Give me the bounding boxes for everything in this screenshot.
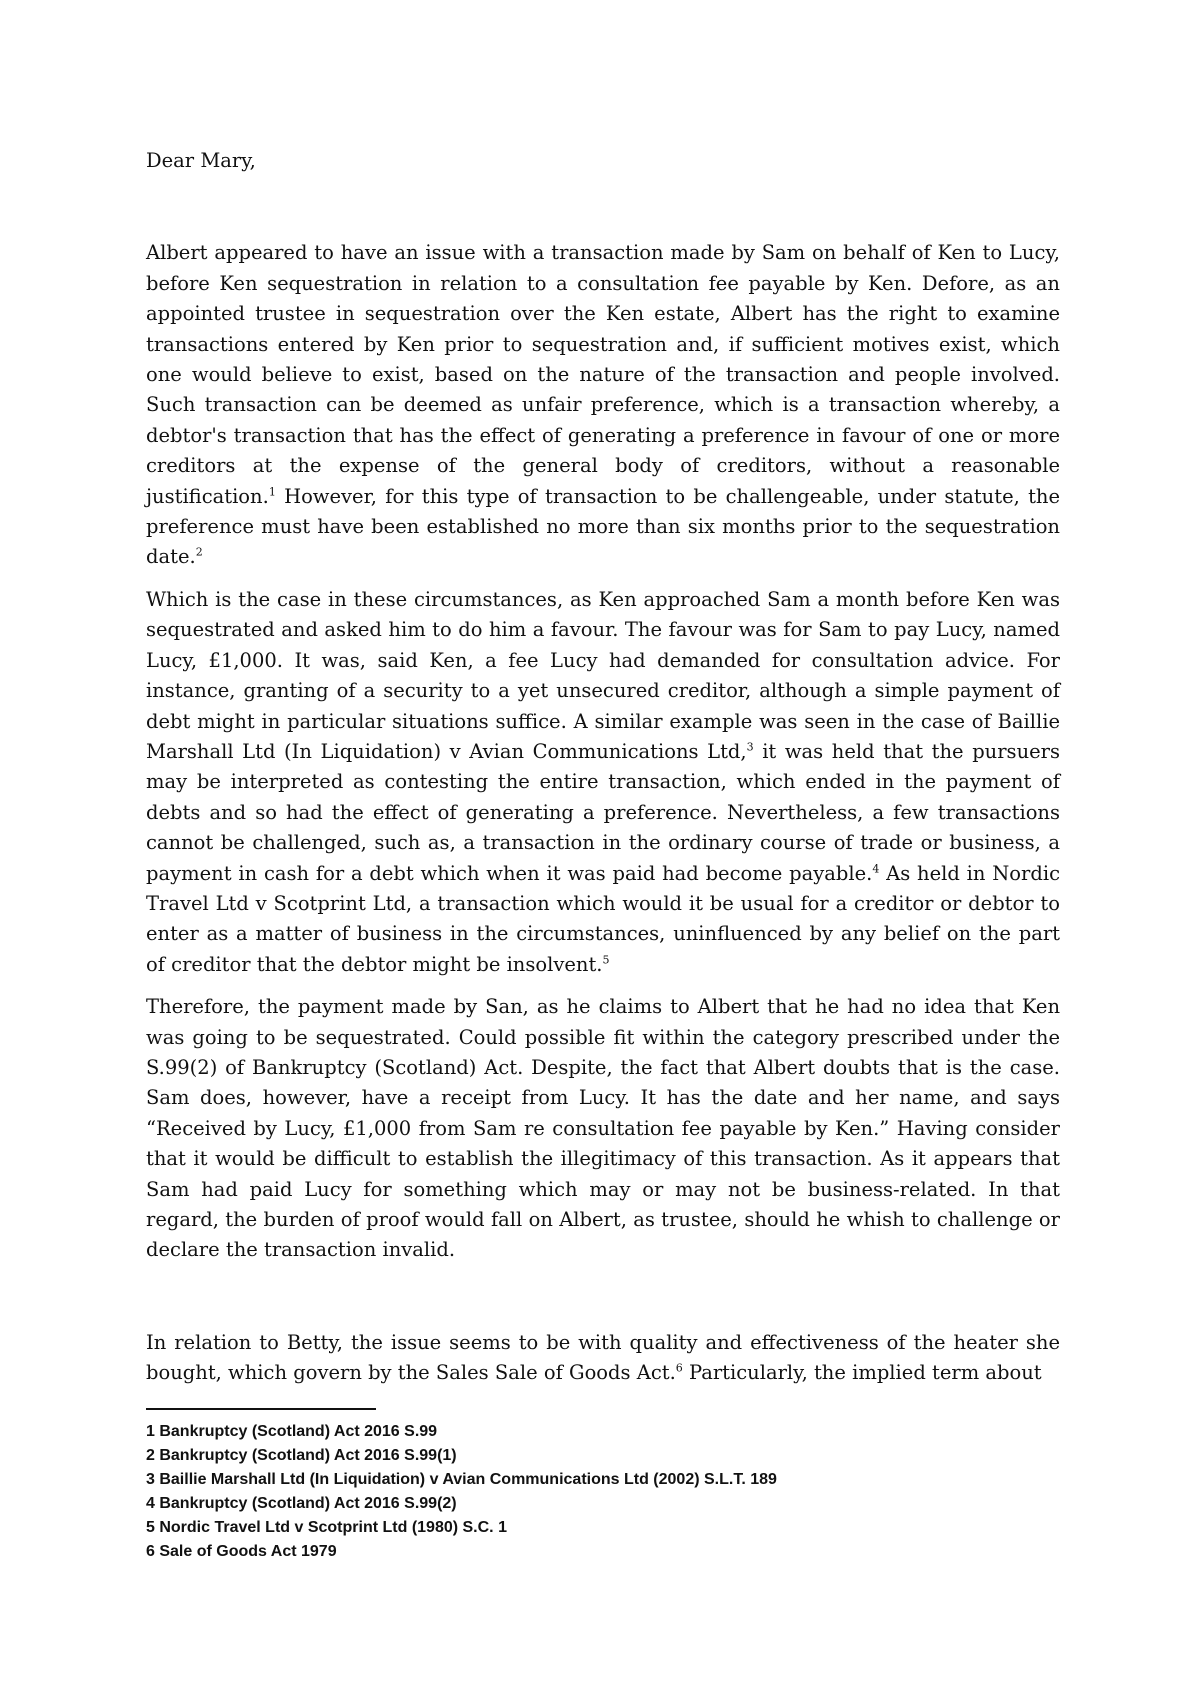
paragraph-1-text-b: However, for this type of transaction to be challengeable, under statute, the preference must have been established no more than six months prior to the sequestration date. (146, 484, 1060, 569)
paragraph-2-text-c: As held in Nordic Travel Ltd v Scotprint Ltd, a transaction which would it be usual for a creditor or debtor to enter as a matter of business in the circumstances, uninfluenced by any belief on the part of creditor that the debtor might be insolvent. (146, 861, 1061, 976)
paragraph-4 (146, 1328, 1060, 1389)
footnote-3: 3 Baillie Marshall Ltd (In Liquidation) v Avian Communications Ltd (2002) S.L.T. 189 (146, 1471, 777, 1488)
paragraph-3: Therefore, the payment made by San, as he claims to Albert that he had no idea that Ken was going to be sequestrated. Could possible fit within the category prescribed under the S.99(2) of Bankruptcy (Scotland) Act. Despite, the fact that Albert doubts that is the case. Sam does, however, have a receipt from Lucy. It has the date and her name, and says “Received by Lucy, £1,000 from Sam re consultation fee payable by Ken.” Having consider that it would be difficult to establish the illegitimacy of this transaction. As it appears that Sam had paid Lucy for something which may or may not be business-related. In that regard, the burden of proof would fall on Albert, as trustee, should he whish to challenge or declare the transaction invalid. (146, 995, 1060, 1262)
paragraph-1 (146, 238, 1060, 572)
letter-body (146, 146, 1060, 1401)
paragraph-2-text-b: it was held that the pursuers may be interpreted as contesting the entire transaction, which ended in the payment of debts and so had the effect of generating a preference. Nevertheless, a few transactions cannot be challenged, such as, a transaction in the ordinary course of trade or business, a payment in cash for a debt which when it was paid had become payable. (146, 739, 1060, 885)
footnote-1: 1 Bankruptcy (Scotland) Act 2016 S.99 (146, 1423, 438, 1440)
paragraph-4-text-a: In relation to Betty, the issue seems to be with quality and effectiveness of the heater she bought, which govern by the Sales Sale of Goods Act. (146, 1330, 1060, 1385)
footnote-5: 5 Nordic Travel Ltd v Scotprint Ltd (1980) S.C. 1 (146, 1519, 507, 1536)
footnote-ref-1[interactable]: 1 (268, 485, 276, 499)
footnote-ref-2[interactable]: 2 (195, 545, 203, 559)
footnotes (146, 1420, 1060, 1564)
paragraph-4-text-b: Particularly, the implied term about (682, 1361, 1042, 1385)
footnote-2: 2 Bankruptcy (Scotland) Act 2016 S.99(1) (146, 1447, 457, 1464)
footnote-separator (146, 1408, 376, 1410)
footnote-ref-6[interactable]: 6 (675, 1361, 683, 1375)
footnote-4: 4 Bankruptcy (Scotland) Act 2016 S.99(2) (146, 1495, 457, 1512)
salutation: Dear Mary, (146, 149, 256, 172)
paragraph-2 (146, 585, 1060, 980)
footnote-ref-4[interactable]: 4 (872, 862, 880, 876)
footnote-ref-5[interactable]: 5 (602, 953, 610, 967)
footnote-ref-3[interactable]: 3 (746, 740, 754, 754)
paragraph-1-text-a: Albert appeared to have an issue with a transaction made by Sam on behalf of Ken to Lucy, before Ken sequestration in relation to a consultation fee payable by Ken. Defore, as an appointed trustee in sequestration over the Ken estate, Albert has the right to examine transactions entered by Ken prior to sequestration and, if sufficient motives exist, which one would believe to exist, based on the nature of the transaction and people involved. Such transaction can be deemed as unfair preference, which is a transaction whereby, a debtor's transaction that has the effect of generating a preference in favour of one or more creditors at the expense of the general body of creditors, without a reasonable justification. (146, 241, 1060, 508)
footnote-6: 6 Sale of Goods Act 1979 (146, 1543, 337, 1560)
paragraph-2-text-a: Which is the case in these circumstances, as Ken approached Sam a month before Ken was sequestrated and asked him to do him a favour. The favour was for Sam to pay Lucy, named Lucy, £1,000. It was, said Ken, a fee Lucy had demanded for consultation advice. For instance, granting of a security to a yet unsecured creditor, although a simple payment of debt might in particular situations suffice. A similar example was seen in the case of Baillie Marshall Ltd (In Liquidation) v Avian Communications Ltd, (146, 587, 1060, 763)
